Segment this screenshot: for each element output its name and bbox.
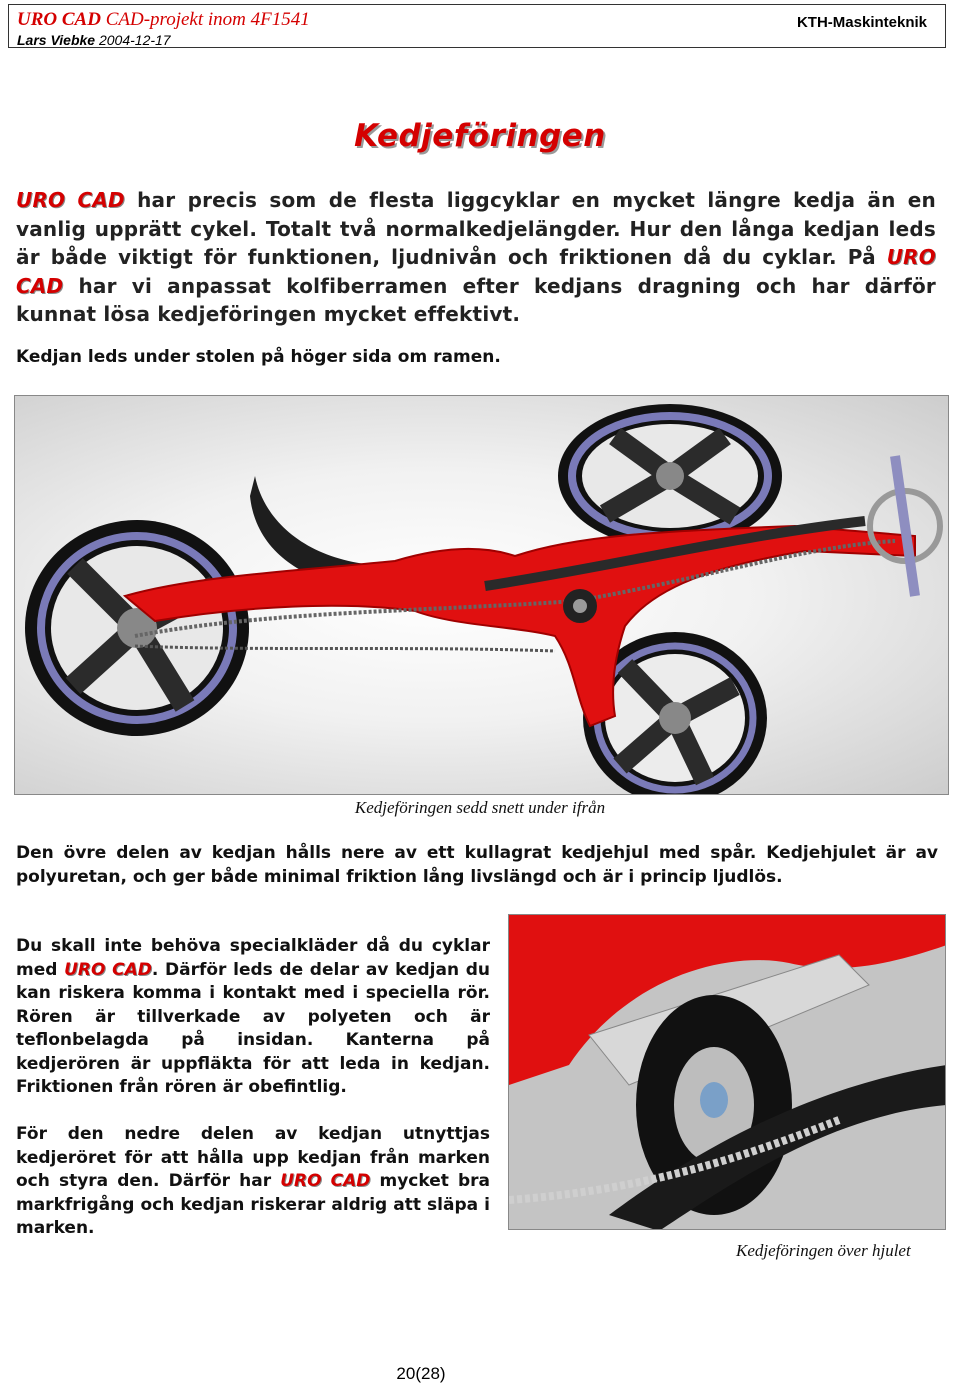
intro-text-2: har vi anpassat kolfiberramen efter kedjans dragning och har därför kunnat lösa kedjeföringen mycket effektivt. [16,273,936,326]
figure2-caption: Kedjeföringen över hjulet [736,1241,911,1260]
rear-wheel [25,520,249,736]
bike-illustration [15,396,949,795]
brand-name: URO CAD [16,188,125,212]
bike-underside-render [14,395,949,795]
tube-paragraph [16,935,490,1100]
intro-text-1: har precis som de flesta liggcyklar en mycket längre kedja än en vanlig upprätt cykel. Totalt två normalkedjelängder. Hur den långa kedjan leds är både viktigt för funktionen, ljudnivån och friktionen då du cyklar. [16,188,936,269]
brand-name: URO CAD [280,1171,371,1191]
front-wheel-upper [558,404,782,548]
figure1-caption: Kedjeföringen sedd snett under ifrån [354,798,606,817]
page-number: 20(28) [396,1364,446,1383]
header-project: CAD-projekt inom 4F1541 [105,9,310,30]
brand-name: URO CAD [64,959,152,980]
page-header [8,4,946,48]
clearance-text-before: För den nedre delen av kedjan utnyttjas kedjeröret för att hålla upp kedjan från marken och styra den. Därför har [16,1124,490,1191]
clearance-paragraph [16,1123,490,1241]
page-title: Kedjeföringen [354,118,606,154]
brand-name: URO CAD [16,245,936,298]
header-author-line [17,32,171,48]
idler-closeup-render [508,914,946,1230]
intro-paragraph [16,186,936,329]
clearance-text-after: mycket bra markfrigång och kedjan riskerar aldrig att släpa i marken. [16,1171,490,1238]
header-department: KTH-Maskinteknik [796,14,927,31]
intro-text-2-prefix: På [847,245,887,269]
header-date: 2004-12-17 [98,32,171,48]
header-author: Lars Viebke [17,32,96,48]
idler-closeup-illustration [509,915,946,1230]
tube-text-before: Du skall inte behöva specialkläder då du cyklar med [16,936,490,980]
header-brand [17,9,310,31]
header-brand-name: URO CAD [17,9,101,30]
idler-paragraph: Den övre delen av kedjan hålls nere av ett kullagrat kedjehjul med spår. Kedjehjulet är av polyuretan, och ger både minimal friktion lång livslängd och är i princip ljudlös. [16,843,938,887]
tube-text-after: . Därför leds de delar av kedjan du kan riskera komma i kontakt med i speciella rör. Rören är tillverkade av polyeten och är teflonbelagda på insidan. Kanterna på kedjerören är uppfläkta för att leda in kedjan. Friktionen från rören är obefintlig. [16,959,490,1097]
lead-sentence: Kedjan leds under stolen på höger sida om ramen. [16,347,501,367]
crank-arm [895,456,915,596]
